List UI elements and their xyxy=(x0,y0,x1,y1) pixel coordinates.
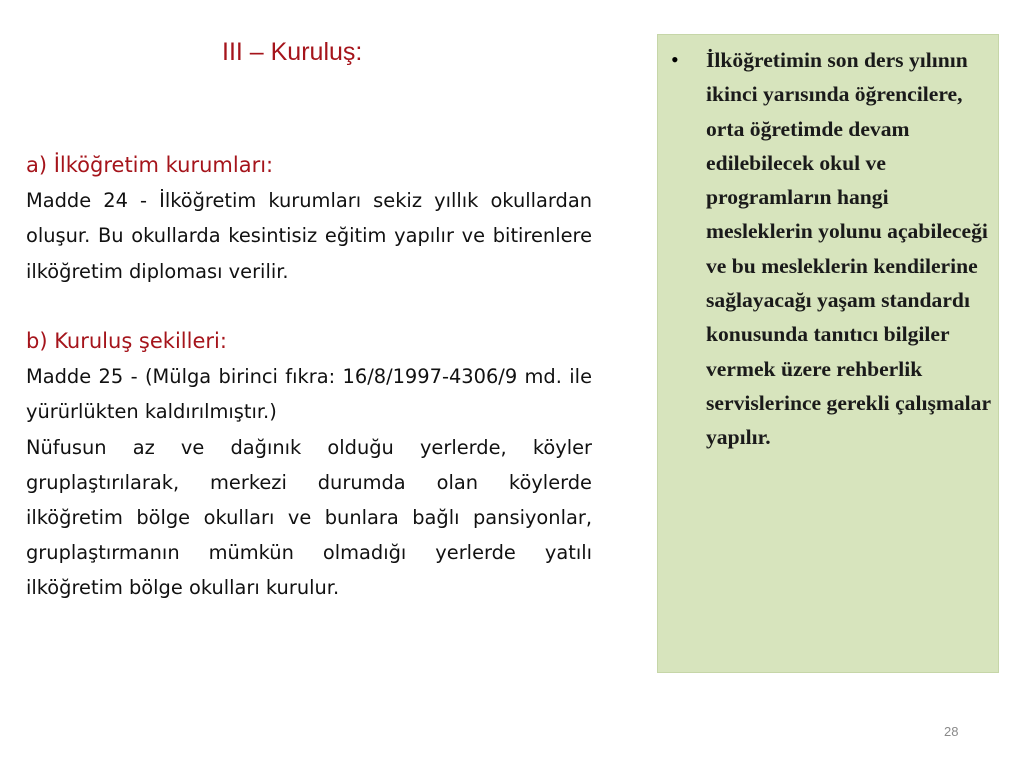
section-b-text-1: Madde 25 - (Mülga birinci fıkra: 16/8/1997-4306/9 md. ile yürürlükten kaldırılmıştır.) xyxy=(26,365,592,424)
section-b-text-2: Nüfusun az ve dağınık olduğu yerlerde, köyler gruplaştırılarak, merkezi durumda olan köylerde ilköğretim bölge okulları ve bunlara bağlı pansiyonlar, gruplaştırmanın mümkün olmadığı yerlerde yatılı ilköğretim bölge okulları kurulur. xyxy=(26,435,592,600)
section-a-heading: a) İlköğretim kurumları: xyxy=(26,153,274,177)
section-a-text: Madde 24 - İlköğretim kurumları sekiz yıllık okullardan oluşur. Bu okullarda kesintisiz eğitim yapılır ve bitirenlere ilköğretim diploması verilir. xyxy=(26,189,592,283)
sidebar-bullet-text: İlköğretimin son ders yılının ikinci yarısında öğrencilere, orta öğretimde devam edilebilecek okul ve programların hangi mesleklerin yolunu açabileceği ve bu mesleklerin kendilerine sağlayacağı yaşam standardı konusunda tanıtıcı bilgiler vermek üzere rehberlik servislerince gerekli çalışmalar yapılır. xyxy=(706,48,991,450)
page-number: 28 xyxy=(944,724,959,739)
sidebar-box xyxy=(657,34,999,673)
bullet-icon: • xyxy=(671,47,679,72)
section-b-heading: b) Kuruluş şekilleri: xyxy=(26,329,227,353)
section-spacer xyxy=(26,289,592,324)
slide-title: III – Kuruluş: xyxy=(222,38,363,66)
main-content xyxy=(26,148,592,606)
